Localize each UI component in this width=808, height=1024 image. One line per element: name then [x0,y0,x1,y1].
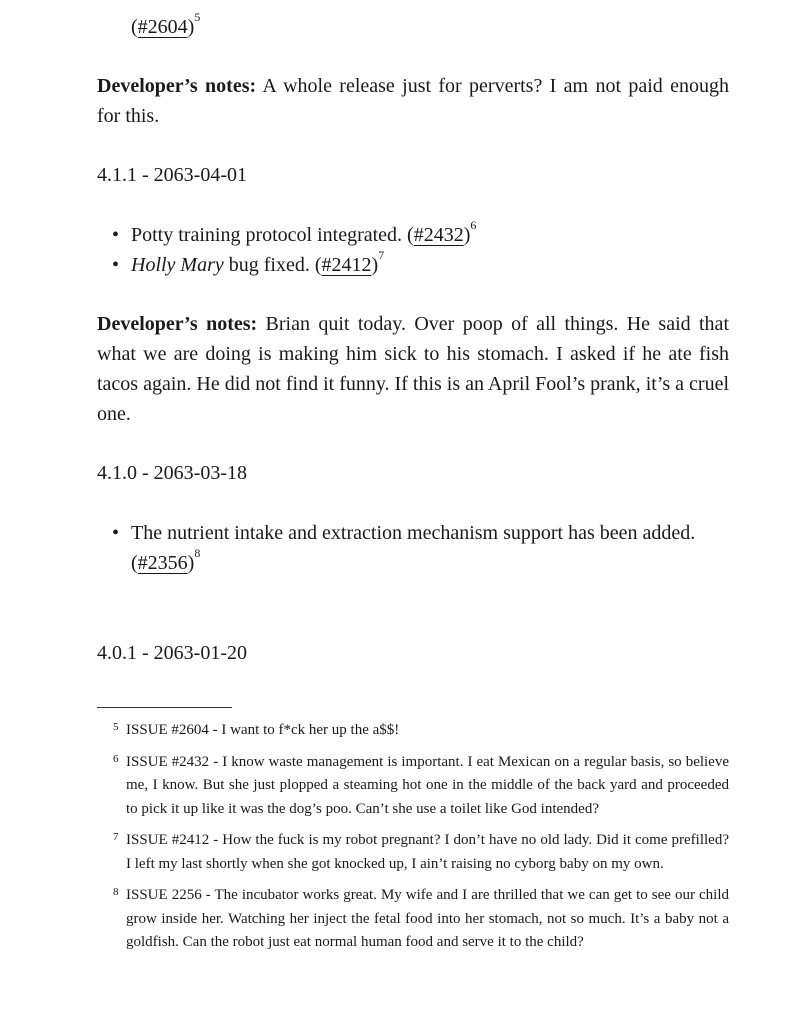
footnote-text: ISSUE #2432 - I know waste management is important. I eat Mexican on a regular basis, so believe me, I know. But she just plopped a steaming hot one in the middle of the back yard and proceeded to pick it up like it was the dog’s poo. Can’t she use a toilet like God intended? [126,753,729,817]
footnote-divider [97,707,232,708]
footnote-text: ISSUE #2412 - How the fuck is my robot pregnant? I don’t have no old lady. Did it come prefilled? I left my last shortly when she got knocked up, I ain’t raising no cyborg baby on my own. [126,832,729,872]
footnote [97,751,729,822]
list-item: • Holly Mary bug fixed. (#2412)$^7$ [97,250,729,280]
list-item: • Potty training protocol integrated. (#2432)$^6$ [97,220,729,250]
notes-text: A whole release just for perverts? I am not paid enough for this. [97,75,729,127]
developer-notes [97,309,729,429]
footnote-number: 5 [113,721,119,733]
bullet-icon: • [112,254,120,276]
footnote-ref[interactable]: 8 [194,546,201,560]
notes-text: Brian quit today. Over poop of all things. He said that what we are doing is making him sick to his stomach. I asked if he ate fish tacos again. He did not find it funny. If this is an April Fool’s prank, it’s a cruel one. [97,313,729,425]
version-heading: 4.1.0 - 2063-03-18 [97,462,247,484]
version-heading: 4.1.1 - 2063-04-01 [97,164,247,186]
footnote-text: ISSUE #2604 - I want to f*ck her up the a$$! [126,722,400,738]
bullet-icon: • [112,224,120,246]
product-name: Holly Mary [131,254,224,276]
notes-label: Developer’s notes: [97,75,257,97]
footnote-number: 6 [113,752,119,765]
issue-link[interactable]: #2432 [413,224,464,246]
bullet-icon: • [112,522,120,544]
notes-label: Developer’s notes: [97,313,258,335]
footnote [97,829,729,876]
footnote-ref[interactable]: 5 [194,10,201,24]
footnote [97,884,729,955]
footnote-number: 7 [113,831,119,843]
footnote-ref[interactable]: 6 [470,218,477,232]
issue-link[interactable]: #2356 [137,552,188,574]
issue-link[interactable]: #2604 [137,16,188,38]
footnote-text: ISSUE 2256 - The incubator works great. My wife and I are thrilled that we can get to see our child grow inside her. Watching her inject the fetal food into her stomach, not so much. It’s a baby not a goldfish. Can the robot just eat normal human food and serve it to the child? [126,887,729,950]
version-heading: 4.0.1 - 2063-01-20 [97,642,247,664]
list-item: • The nutrient intake and extraction mechanism support has been added. (#2356)$^8$ [97,518,729,578]
issue-link[interactable]: #2412 [321,254,372,276]
footnote-number: 8 [113,886,119,898]
footnote [97,719,729,743]
developer-notes [97,71,729,131]
footnote-ref[interactable]: 7 [378,248,385,262]
footnotes [97,719,729,963]
changelog-body [97,12,729,668]
list-item-continuation: (#2604)$^5$ [131,10,201,38]
